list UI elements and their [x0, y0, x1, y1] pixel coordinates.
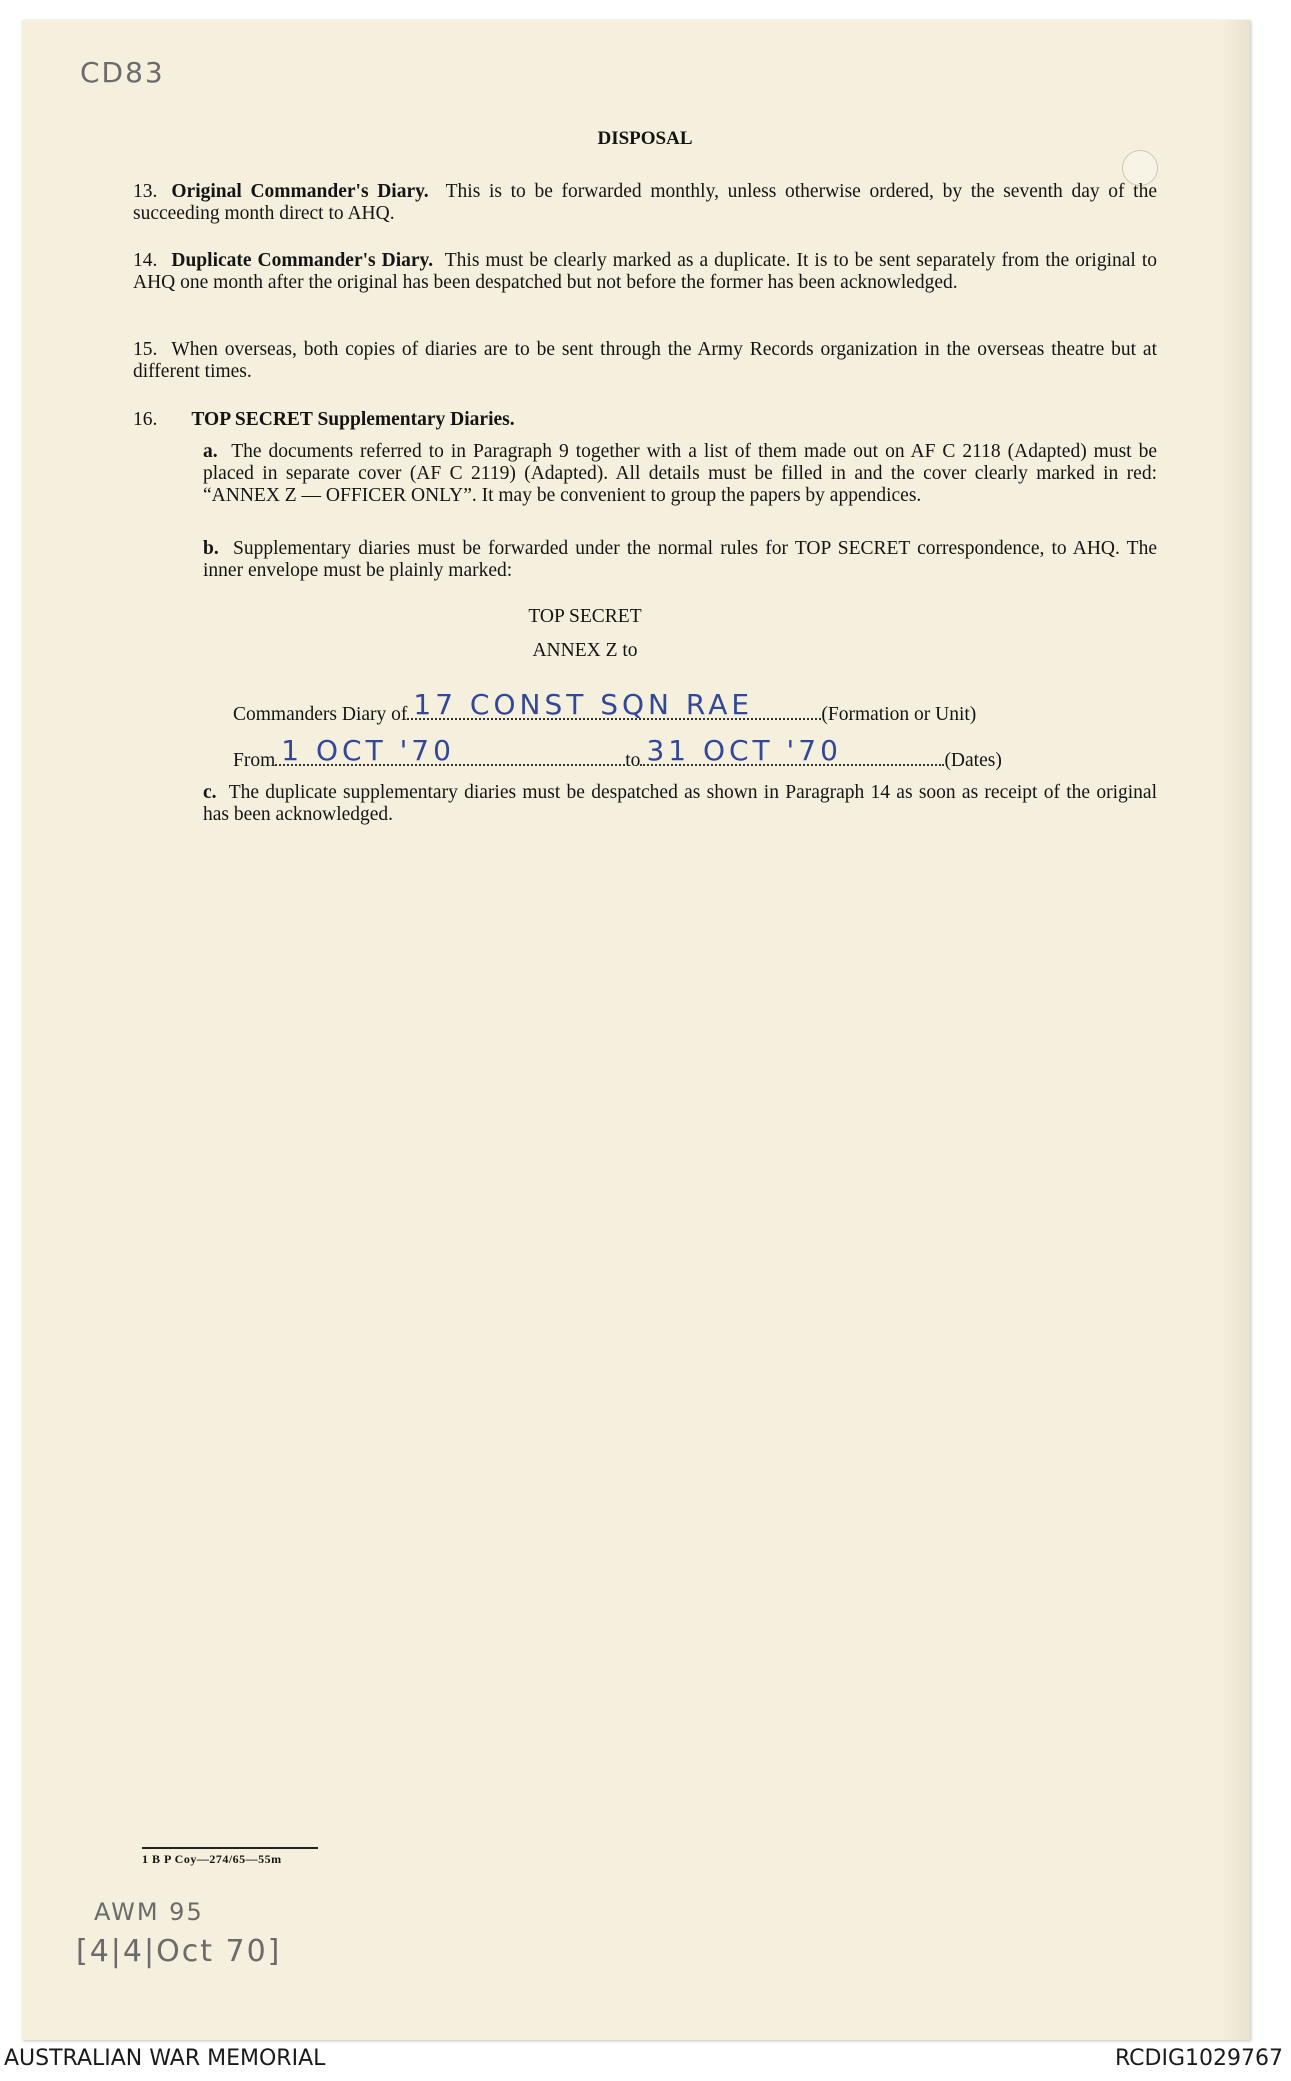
form-line-unit: [233, 688, 1063, 726]
paragraph-text: When overseas, both copies of diaries are to be sent through the Army Records organization in the overseas theatre but at different times.: [133, 339, 1157, 382]
page-edge-shadow: [1222, 20, 1250, 2040]
subparagraph-16c: [203, 782, 1157, 826]
paragraph-number: 15.: [133, 339, 158, 360]
to-date-field: [640, 734, 944, 767]
marking-top-secret: TOP SECRET: [528, 606, 642, 627]
paragraph-14: [133, 250, 1157, 294]
subparagraph-text: The documents referred to in Paragraph 9 together with a list of them made out on AF C 2118 (Adapted) must be placed in separate cover (AF C 2119) (Adapted). All details must be filled in and the cover clearly marked in red: “ANNEX Z — OFFICER ONLY”. It may be convenient to group the papers by appendices.: [203, 441, 1157, 506]
section-heading: DISPOSAL: [597, 128, 693, 149]
paragraph-13: [133, 181, 1157, 225]
paragraph-text: This is to be forwarded monthly, unless otherwise ordered, by the seventh day of the succeeding month direct to AHQ.: [133, 181, 1158, 224]
form-label-diary: Commanders Diary of: [233, 704, 408, 725]
subparagraph-label: b.: [203, 538, 219, 559]
subparagraph-16b: [203, 538, 1157, 582]
paragraph-16: [133, 409, 1157, 431]
form-suffix-dates: (Dates): [944, 750, 1002, 771]
print-code: 1 B P Coy—274/65—55m: [142, 1852, 282, 1866]
subparagraph-16a: [203, 441, 1157, 507]
paragraph-number: 14.: [133, 250, 158, 271]
annotation-top-left: CD83: [80, 56, 165, 89]
form-line-dates: [233, 734, 1063, 772]
unit-field: [407, 688, 821, 721]
paragraph-number: 16.: [133, 409, 158, 430]
paragraph-text: This must be clearly marked as a duplicate. It is to be sent separately from the original to AHQ one month after the original has been despatched but not before the former has been acknowledged.: [133, 250, 1157, 293]
form-label-to: to: [625, 750, 641, 771]
print-code-rule: [142, 1847, 318, 1849]
form-label-from: From: [233, 750, 276, 771]
paragraph-title: TOP SECRET Supplementary Diaries.: [191, 409, 515, 430]
paragraph-title: Duplicate Commander's Diary.: [171, 250, 434, 271]
subparagraph-label: a.: [203, 441, 218, 462]
form-suffix-unit: (Formation or Unit): [821, 704, 977, 725]
from-date-field: [275, 734, 625, 767]
annotation-item-ref: [4|4|Oct 70]: [76, 1934, 282, 1969]
marking-annex-z: ANNEX Z to: [532, 640, 638, 661]
document-page: [22, 20, 1250, 2040]
paragraph-number: 13.: [133, 181, 158, 202]
annotation-awm-series: AWM 95: [94, 1898, 204, 1926]
paragraph-title: Original Commander's Diary.: [171, 181, 429, 202]
unit-handwritten-value: 17 CONST SQN RAE: [413, 688, 754, 721]
to-handwritten-value: 31 OCT '70: [646, 734, 842, 767]
footer-institution: AUSTRALIAN WAR MEMORIAL: [4, 2046, 326, 2071]
paragraph-15: [133, 339, 1157, 383]
footer-record-id: RCDIG1029767: [1114, 2046, 1283, 2071]
subparagraph-label: c.: [203, 782, 217, 803]
subparagraph-text: The duplicate supplementary diaries must be despatched as shown in Paragraph 14 as soon as receipt of the original has been acknowledged.: [203, 782, 1157, 825]
subparagraph-text: Supplementary diaries must be forwarded under the normal rules for TOP SECRET correspondence, to AHQ. The inner envelope must be plainly marked:: [203, 538, 1158, 581]
from-handwritten-value: 1 OCT '70: [281, 734, 455, 767]
